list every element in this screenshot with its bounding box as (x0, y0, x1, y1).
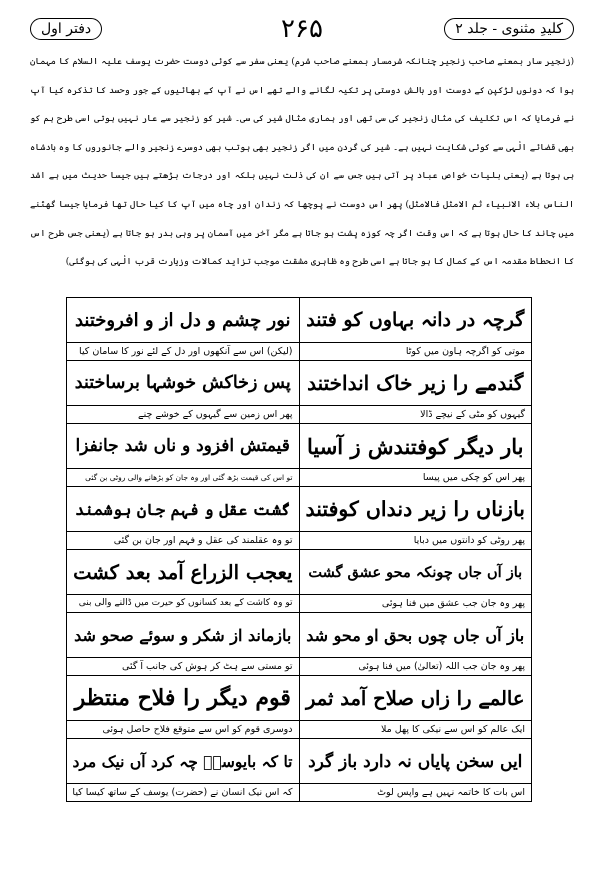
verse-second-hemistich: بازماند از شکر و سوئے صحو شد (67, 613, 300, 658)
gloss-row (67, 595, 532, 613)
verse-row (67, 550, 532, 595)
verse-second-hemistich: پس زخاکش خوشہا برساختند (67, 361, 300, 406)
gloss-second: تو اس کی قیمت بڑھ گئی اور وہ جان کو بڑھانے والی روٹی بن گئی (67, 469, 300, 487)
book-title: کلیدِ مثنوی - جلد ۲ (444, 18, 574, 40)
verse-row (67, 424, 532, 469)
verse-first-hemistich: گندمے را زیر خاک انداختند (299, 361, 532, 406)
gloss-first: پھر اس کو چکی میں پیسا (299, 469, 532, 487)
gloss-first: پھر وہ جان جب اللہ (تعالیٰ) میں فنا ہوئی (299, 658, 532, 676)
verse-row (67, 739, 532, 784)
gloss-first: پھر روٹی کو دانتوں میں دبایا (299, 532, 532, 550)
gloss-first: اس بات کا خاتمہ نہیں ہے واپس لوٹ (299, 784, 532, 802)
gloss-first: گیہوں کو مٹی کے نیچے ڈالا (299, 406, 532, 424)
commentary-text (30, 48, 574, 277)
verse-row (67, 487, 532, 532)
gloss-second: دوسری قوم کو اس سے متوقع فلاح حاصل ہوئی (67, 721, 300, 739)
gloss-second: (لیکن) اس سے آنکھوں اور دل کے لئے نور کا سامان کیا (67, 343, 300, 361)
gloss-row (67, 658, 532, 676)
section-title: دفتر اول (30, 18, 102, 40)
verse-first-hemistich: باز آں جاں چوں بحق او محو شد (299, 613, 532, 658)
gloss-second: پھر اس زمین سے گیہوں کے خوشے چنے (67, 406, 300, 424)
verse-second-hemistich: گشت عقل و فہم جان ہوشمند (67, 487, 300, 532)
verse-first-hemistich: ایں سخن پایاں نہ دارد باز گرد (299, 739, 532, 784)
verse-second-hemistich: نور چشم و دل از و افروختند (67, 298, 300, 343)
gloss-first: پھر وہ جان جب عشق میں فنا ہوئی (299, 595, 532, 613)
verse-row (67, 613, 532, 658)
commentary-paragraph: (زنجیر سار بمعنے صاحب زنجیر چنانکہ شرمسار بمعنے صاحب شرم) یعنی سفر سے کوئی دوست حضرت یوسف علیہ السلام کا مہمان ہوا کہ دونوں لڑکپن کے دوست اور بالش دوستی پر تکیہ لگانے والے تھے اس نے آپ کے بھائیوں کے جور وحسد کا تذکرہ کیا آپ نے فرمایا کہ اس تکلیف کی مثال زنجیر کی سی تھی اور ہماری مثال شیر کی سی۔ شیر کو زنجیر سے عار نہیں ہوتی اسی طرح ہم کو بھی قضائے الٰہی سے کوئی شکایت نہیں ہے۔ شیر کی گردن میں اگر زنجیر بھی ہوتب بھی دوسرے زنجیر والے جانوروں کا وہ بادشاہ ہی ہوتا ہے (یعنی بلیات خواص عباد پر آتی ہیں جس سے ان کی ذلت نہیں بلکہ اور درجات بڑھتے ہیں جیسا حدیث میں ہے اشد الناس بلاء الانبیاء ثم الامثل فالامثل) پھر اس دوست نے پوچھا کہ زندان اور چاہ میں آپ کا کیا حال تھا فرمایا جیسا گھٹنے میں چاند کا حال ہوتا ہے کہ اس وقت اگر چہ کوزہ پشت ہو جاتا ہے مگر آخر میں آسمان پر وہی بدر ہو جاتا ہے (یعنی جس طرح اس کا انحطاط مقدمہ اس کے کمال کا ہو جاتا ہے اسی طرح وہ ظاہری مشقت موجب تزاید کمالات وزیارت قرب الٰہی کی ہوگئی) (30, 57, 574, 268)
verse-first-hemistich: باز آں جاں چونکہ محو عشق گشت (299, 550, 532, 595)
verse-table (66, 297, 532, 802)
gloss-row (67, 532, 532, 550)
gloss-row (67, 784, 532, 802)
gloss-second: تو وہ کاشت کے بعد کسانوں کو حیرت میں ڈالنے والی بنی (67, 595, 300, 613)
verse-first-hemistich: عالمے را زاں صلاح آمد ثمر (299, 676, 532, 721)
gloss-row (67, 721, 532, 739)
gloss-second: تو وہ عقلمند کی عقل و فہم اور جان بن گئی (67, 532, 300, 550)
gloss-row (67, 469, 532, 487)
verse-first-hemistich: گرچہ در دانہ بہاوں کو فتند (299, 298, 532, 343)
verse-second-hemistich: تا کہ بایوسفؑ چہ کرد آں نیک مرد (67, 739, 300, 784)
verse-first-hemistich: بازناں را زیر دنداں کوفتند (299, 487, 532, 532)
gloss-row (67, 343, 532, 361)
verse-second-hemistich: قیمتش افزود و ناں شد جانفزا (67, 424, 300, 469)
gloss-second: تو مستی سے ہٹ کر ہوش کی جانب آ گئی (67, 658, 300, 676)
page-number: ۲۶۵ (281, 14, 323, 44)
verse-second-hemistich: قوم دیگر را فلاح منتظر (67, 676, 300, 721)
gloss-first: موتی کو اگرچہ ہاون میں کوٹا (299, 343, 532, 361)
gloss-second: کہ اس نیک انسان نے (حضرت) یوسف کے ساتھ کیسا کیا (67, 784, 300, 802)
verse-row (67, 361, 532, 406)
verse-second-hemistich: یعجب الزراع آمد بعد کشت (67, 550, 300, 595)
verse-first-hemistich: بار دیگر کوفتندش ز آسیا (299, 424, 532, 469)
gloss-row (67, 406, 532, 424)
gloss-first: ایک عالم کو اس سے نیکی کا پھل ملا (299, 721, 532, 739)
verse-row (67, 298, 532, 343)
verse-row (67, 676, 532, 721)
